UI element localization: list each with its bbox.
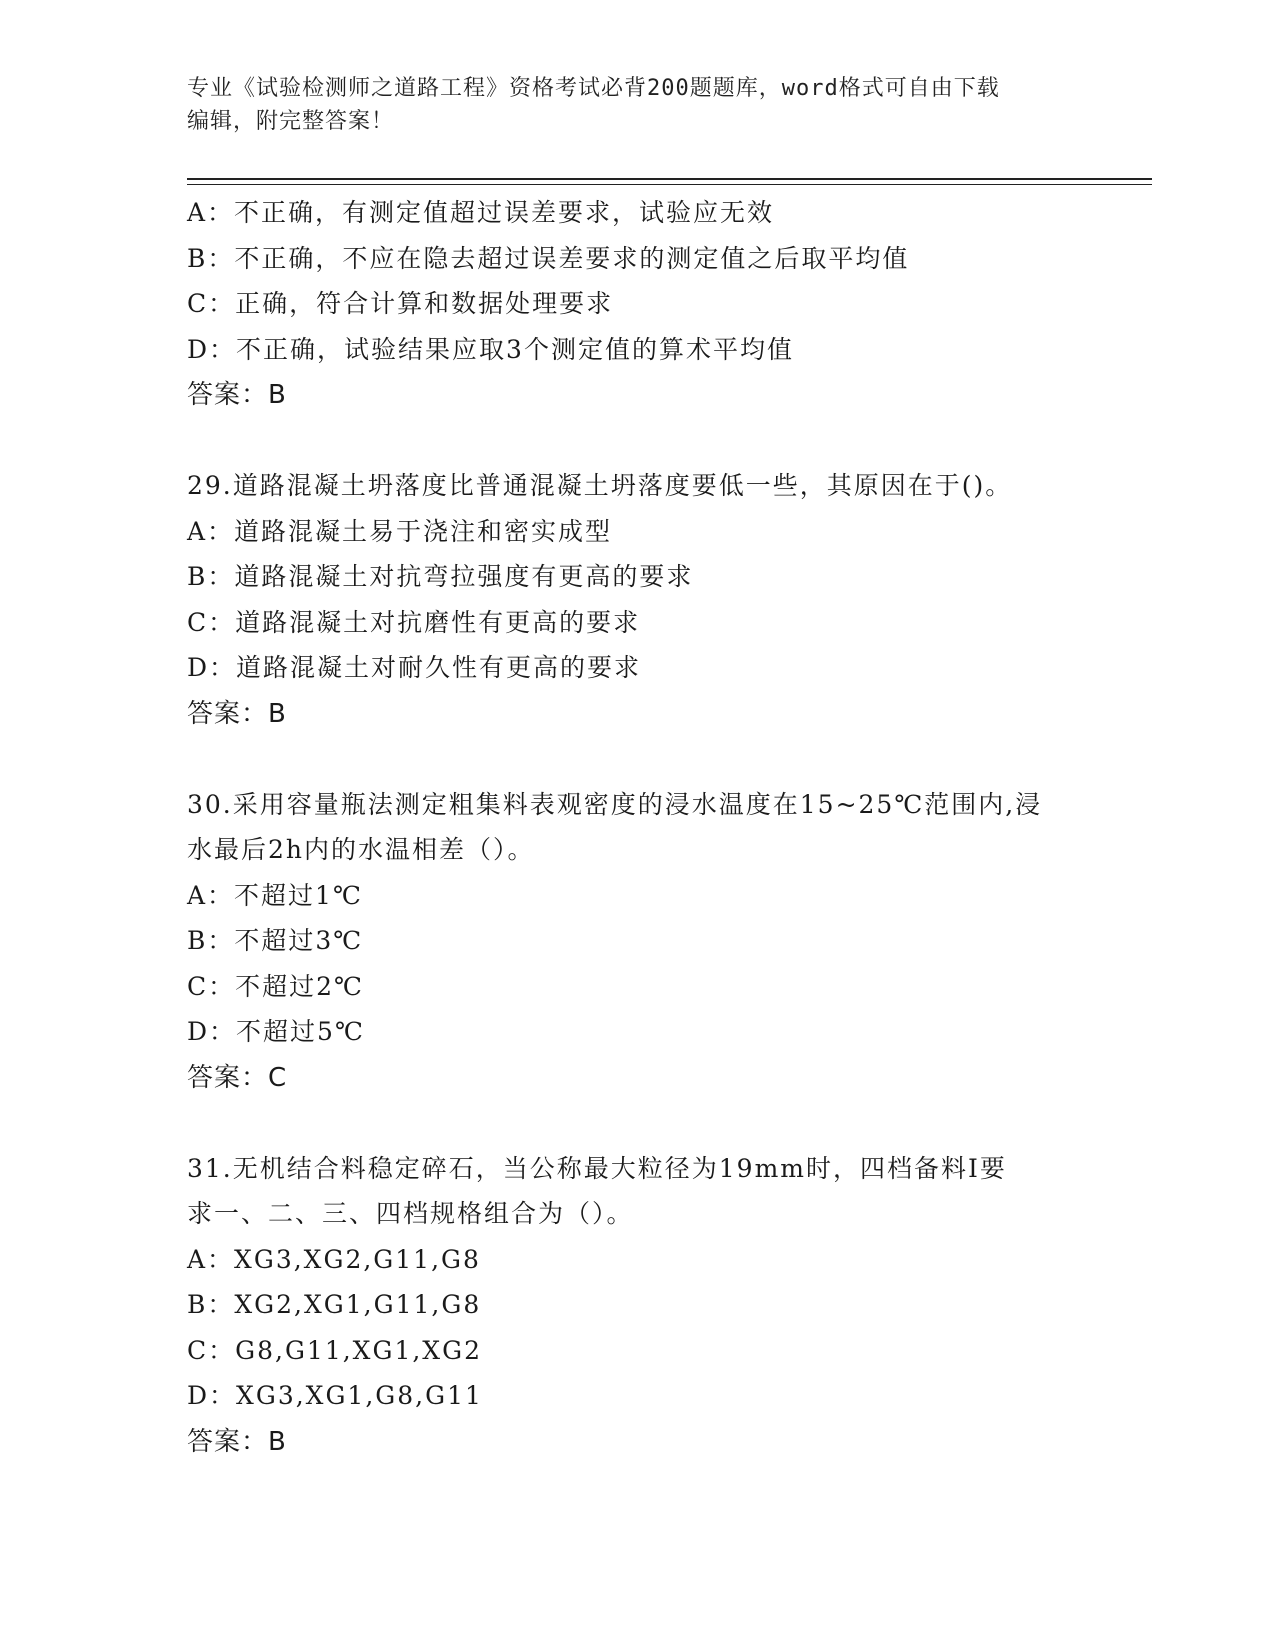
option-d: D：不正确，试验结果应取3个测定值的算术平均值: [187, 334, 794, 364]
header-line-1: 专业《试验检测师之道路工程》资格考试必背200题题库，word格式可自由下载: [187, 76, 1000, 101]
answer-line: 答案：B: [187, 1426, 287, 1457]
header-divider-thick: [187, 178, 1152, 180]
document-header: [187, 72, 1087, 138]
option-b: B：不正确，不应在隐去超过误差要求的测定值之后取平均值: [187, 243, 910, 273]
option-c: C：道路混凝土对抗磨性有更高的要求: [187, 607, 641, 637]
question-stem: 29.道路混凝土坍落度比普通混凝土坍落度要低一些，其原因在于()。: [187, 471, 1013, 500]
spacer: [187, 737, 1087, 782]
option-a: A：道路混凝土易于浇注和密实成型: [187, 516, 613, 546]
header-line-2: 编辑，附完整答案！: [187, 109, 395, 134]
question-stem-line-2: 水最后2h内的水温相差（）。: [187, 835, 535, 864]
answer-line: 答案：C: [187, 1062, 288, 1093]
option-a: A：不超过1℃: [187, 880, 363, 910]
answer-line: 答案：B: [187, 698, 287, 729]
question-block-30: [187, 782, 1087, 1101]
question-list: [187, 190, 1087, 1465]
option-a: A：XG3,XG2,G11,G8: [187, 1244, 481, 1274]
question-block-31: [187, 1146, 1087, 1465]
spacer: [187, 1101, 1087, 1146]
question-stem-line-1: 31.无机结合料稳定碎石，当公称最大粒径为19mm时，四档备料I要: [187, 1153, 1007, 1183]
question-stem-line-1: 30.采用容量瓶法测定粗集料表观密度的浸水温度在15~25℃范围内,浸: [187, 789, 1043, 819]
spacer: [187, 418, 1087, 463]
option-d: D：XG3,XG1,G8,G11: [187, 1381, 483, 1410]
header-divider-thin: [187, 184, 1152, 185]
question-stem-line-2: 求一、二、三、四档规格组合为（）。: [187, 1199, 634, 1228]
question-block-28: [187, 190, 1087, 418]
option-c: C：不超过2℃: [187, 971, 365, 1001]
option-d: D：道路混凝土对耐久性有更高的要求: [187, 653, 642, 682]
option-a: A：不正确，有测定值超过误差要求，试验应无效: [187, 198, 775, 227]
option-c: C：正确，符合计算和数据处理要求: [187, 289, 614, 318]
option-c: C：G8,G11,XG1,XG2: [187, 1335, 482, 1365]
option-d: D：不超过5℃: [187, 1017, 365, 1046]
answer-line: 答案：B: [187, 380, 287, 410]
option-b: B：不超过3℃: [187, 926, 364, 955]
question-block-29: [187, 463, 1087, 737]
option-b: B：道路混凝土对抗弯拉强度有更高的要求: [187, 562, 694, 591]
option-b: B：XG2,XG1,G11,G8: [187, 1290, 482, 1319]
